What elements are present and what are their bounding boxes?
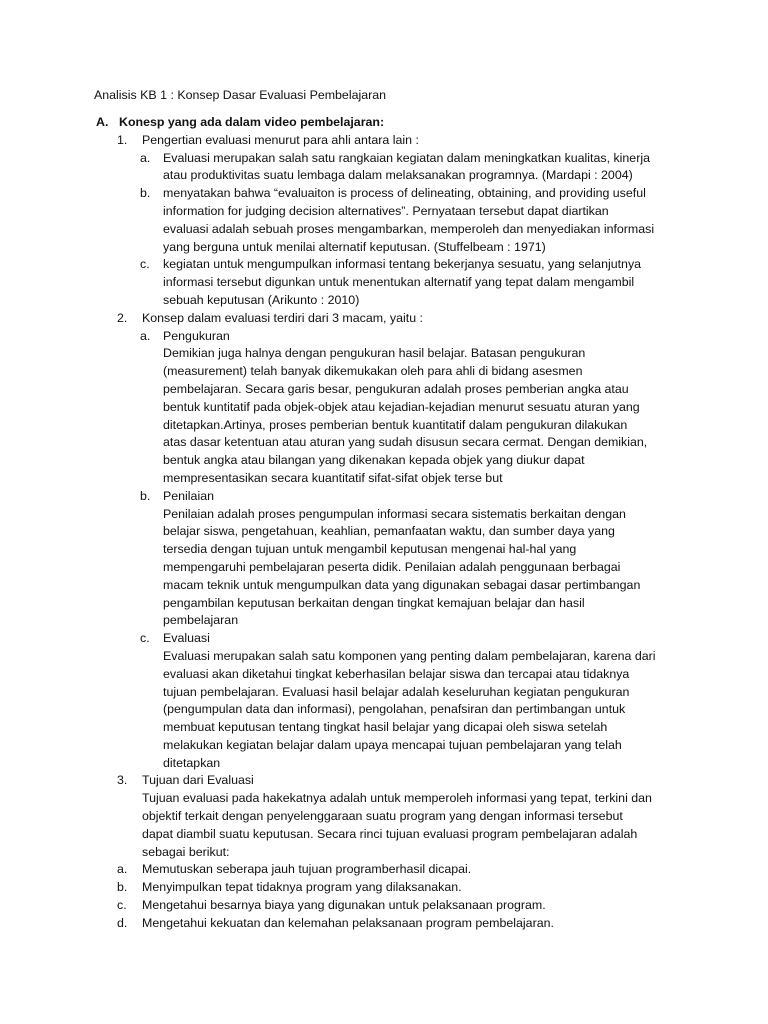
sub-line: mempengaruhi pembelajaran peserta didik. Penilaian adalah penggunaan berbagai — [163, 559, 621, 574]
item-3c — [94, 897, 694, 915]
sub-line: membuat keputusan tentang tingkat hasil belajar yang dicapai oleh siswa setelah — [163, 720, 608, 735]
item-3-paragraph — [94, 790, 694, 861]
sub-line: Penilaian adalah proses pengumpulan informasi secara sistematis berkaitan dengan — [163, 506, 626, 521]
sub-letter: c. — [140, 631, 150, 646]
sub-letter: a. — [140, 150, 151, 165]
item-number: 2. — [117, 310, 128, 325]
sub-line: kegiatan untuk mengumpulkan informasi tentang bekerjanya sesuatu, yang selanjutnya — [163, 257, 642, 272]
sub-letter: a. — [140, 328, 151, 343]
paragraph-line: Tujuan evaluasi pada hakekatnya adalah untuk memperoleh informasi yang tepat, terkini dan — [142, 791, 652, 806]
sub-letter: d. — [117, 915, 128, 930]
item-heading-text: Pengertian evaluasi menurut para ahli antara lain : — [142, 132, 419, 147]
sub-line: melakukan kegiatan belajar dalam upaya mencapai tujuan pembelajaran yang telah — [163, 737, 622, 752]
sub-line: menyatakan bahwa “evaluaiton is process of delineating, obtaining, and providing useful — [163, 186, 646, 201]
item-1c — [94, 256, 694, 309]
section-a-heading — [94, 114, 694, 132]
sub-line: (measurement) telah banyak dikemukakan oleh para ahli di bidang asesmen — [163, 364, 583, 379]
item-number: 3. — [117, 773, 128, 788]
sub-line: bentuk angka atau bilangan yang dikenakan kepada objek yang diukur dapat — [163, 453, 585, 468]
sub-line: informasi tersebut digunkan untuk menentukan alternatif yang tepat dalam mengambil — [163, 275, 635, 290]
item-2c — [94, 630, 694, 772]
sub-line: (pengumpulan data dan informasi), pengolahan, penafsiran dan pertimbangan untuk — [163, 702, 626, 717]
sub-title: Penilaian — [163, 488, 214, 503]
sub-line: Demikian juga halnya dengan pengukuran hasil belajar. Batasan pengukuran — [163, 346, 586, 361]
sub-line: tersedia dengan tujuan untuk mengambil keputusan mengenai hal-hal yang — [163, 542, 577, 557]
sub-line: ditetapkan.Artinya, proses pemberian bentuk kuantitatif dalam pengukuran dilakukan — [163, 417, 628, 432]
sub-line: atau produktivitas suatu lembaga dalam melaksanakan programnya. (Mardapi : 2004) — [163, 168, 633, 183]
section-a — [94, 114, 694, 933]
sub-text: Menyimpulkan tepat tidaknya program yang dilaksanakan. — [142, 880, 462, 895]
item-1-heading — [94, 132, 694, 150]
item-heading-text: Konsep dalam evaluasi terdiri dari 3 macam, yaitu : — [142, 310, 423, 325]
item-3b — [94, 879, 694, 897]
item-2b — [94, 488, 694, 630]
sub-text: Memutuskan seberapa jauh tujuan programberhasil dicapai. — [142, 862, 472, 877]
section-heading-text: Konesp yang ada dalam video pembelajaran: — [119, 115, 385, 129]
sub-letter: b. — [117, 880, 128, 895]
sub-title: Pengukuran — [163, 328, 230, 343]
item-3d — [94, 915, 694, 933]
sub-line: mempresentasikan secara kuantitatif sifat-sifat objek terse but — [163, 470, 503, 485]
sub-line: pengambilan keputusan berkaitan dengan tingkat kemajuan belajar dan hasil — [163, 595, 585, 610]
sub-text: Mengetahui besarnya biaya yang digunakan untuk pelaksanaan program. — [142, 898, 546, 913]
sub-line: atas dasar ketentuan atau aturan yang sudah disusun secara cermat. Dengan demikian, — [163, 435, 648, 450]
sub-line: tujuan pembelajaran. Evaluasi hasil belajar adalah keseluruhan kegiatan pengukuran — [163, 684, 630, 699]
item-heading-text: Tujuan dari Evaluasi — [142, 773, 254, 788]
section-letter: A. — [96, 115, 109, 129]
item-2-heading — [94, 310, 694, 328]
sub-line: pembelajaran — [163, 613, 239, 628]
item-number: 1. — [117, 132, 128, 147]
sub-line: pembelajaran. Secara garis besar, pengukuran adalah proses pemberian angka atau — [163, 381, 629, 396]
sub-line: yang berguna untuk menilai alternatif keputusan. (Stuffelbeam : 1971) — [163, 239, 546, 254]
item-1b — [94, 185, 694, 256]
sub-letter: c. — [117, 898, 127, 913]
sub-line: sebuah keputusan (Arikunto : 2010) — [163, 292, 360, 307]
sub-letter: b. — [140, 186, 151, 201]
sub-line: Evaluasi merupakan salah satu rangkaian kegiatan dalam meningkatkan kualitas, kinerja — [163, 150, 650, 165]
sub-line: evaluasi akan diketahui tingkat keberhasilan belajar siswa dan tercapai atau tidaknya — [163, 666, 630, 681]
item-3-heading — [94, 772, 694, 790]
sub-letter: a. — [117, 862, 128, 877]
sub-title: Evaluasi — [163, 631, 210, 646]
sub-text: Mengetahui kekuatan dan kelemahan pelaksanaan program pembelajaran. — [142, 915, 554, 930]
sub-line: Evaluasi merupakan salah satu komponen yang penting dalam pembelajaran, karena dari — [163, 648, 656, 663]
paragraph-line: sebagai berikut: — [142, 844, 230, 859]
paragraph-line: objektif terkait dengan penyelenggaraan suatu program yang dengan informasi tersebut — [142, 809, 623, 824]
sub-line: belajar siswa, pengetahuan, keahlian, pemanfaatan waktu, dan sumber daya yang — [163, 524, 615, 539]
item-2a — [94, 328, 694, 488]
sub-letter: b. — [140, 488, 151, 503]
item-3a — [94, 861, 694, 879]
item-1a — [94, 150, 694, 186]
sub-line: information for judging decision alternatives”. Pernyataan tersebut dapat diartikan — [163, 203, 609, 218]
paragraph-line: dapat diambil suatu keputusan. Secara rinci tujuan evaluasi program pembelajaran adalah — [142, 826, 638, 841]
sub-letter: c. — [140, 257, 150, 272]
sub-line: ditetapkan — [163, 755, 221, 770]
sub-line: bentuk kuntitatif pada objek-objek atau kejadian-kejadian menurut sesuatu aturan yang — [163, 399, 640, 414]
sub-line: evaluasi adalah sebuah proses mengambarkan, memperoleh dan menyediakan informasi — [163, 221, 655, 236]
document-title: Analisis KB 1 : Konsep Dasar Evaluasi Pembelajaran — [94, 88, 387, 102]
sub-line: macam teknik untuk mengumpulkan data yang digunakan sebagai dasar pertimbangan — [163, 577, 641, 592]
